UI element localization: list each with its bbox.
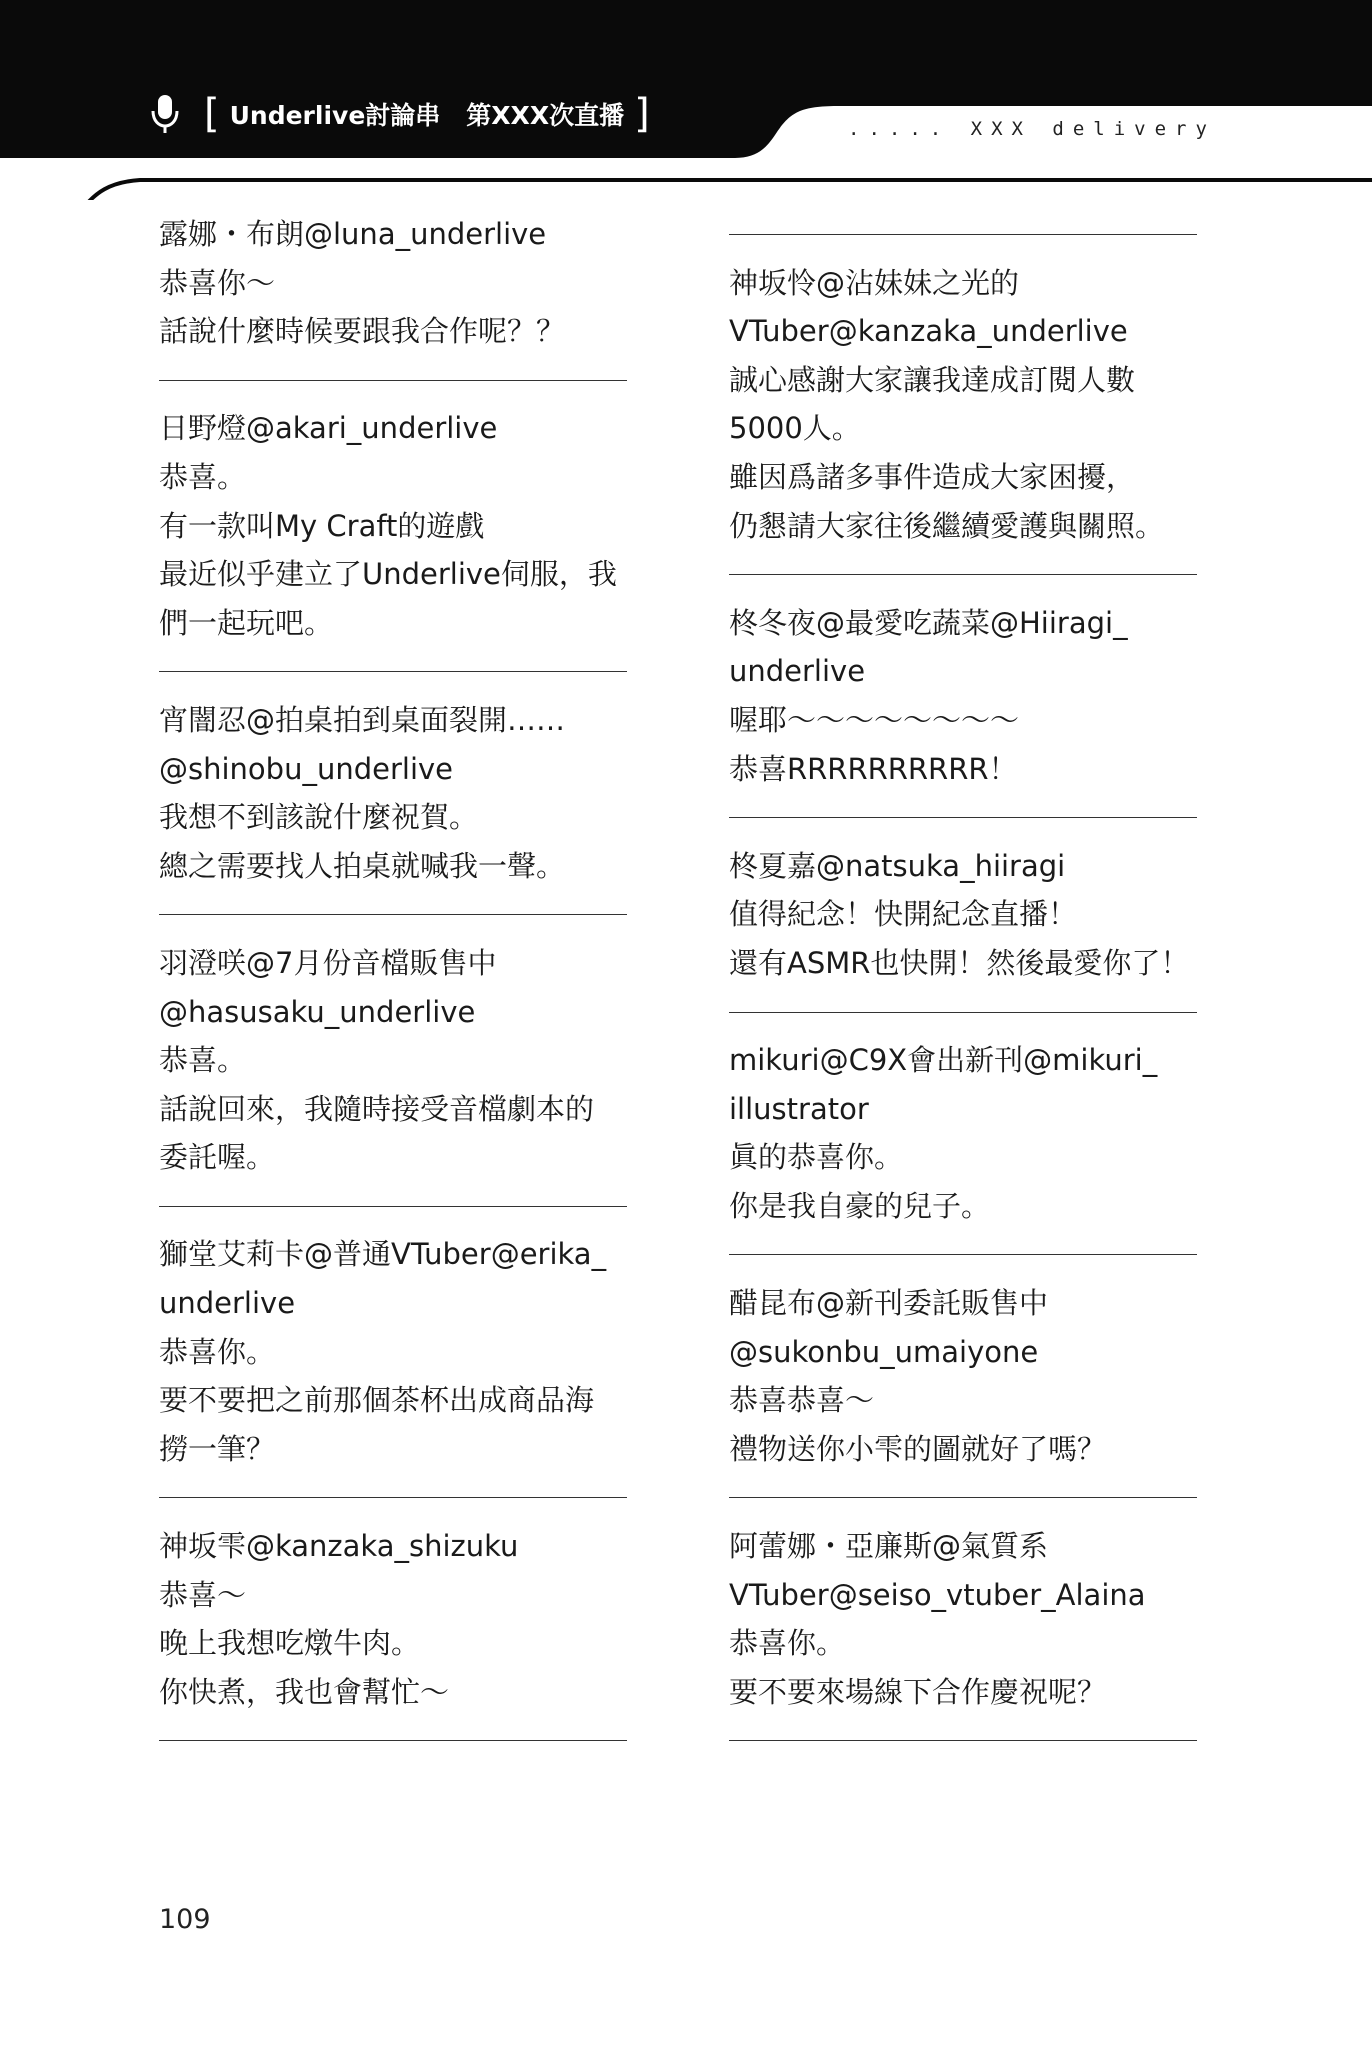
post-separator (729, 1230, 1209, 1279)
comment-post (159, 696, 639, 890)
comment-post (729, 842, 1209, 988)
post-author: 羽澄咲@7月份音檔販售中 (159, 945, 497, 980)
comment-post (159, 404, 639, 647)
post-line: 還有ASMR也快開！然後最愛你了！ (729, 945, 1190, 980)
post-line: 喔耶～～～～～～～～ (729, 702, 1020, 737)
post-line: 有一款叫My Craft的遊戲 (159, 508, 485, 543)
post-author: 神坂怜@沾妹妹之光的 (729, 265, 1020, 300)
post-line: 誠心感謝大家讓我達成訂閱人數 (729, 362, 1136, 397)
post-line: 恭喜。 (159, 1043, 247, 1078)
post-line: 撈一筆？ (159, 1431, 276, 1466)
page-number: 109 (159, 1904, 211, 1935)
header-open-bracket: [ (204, 91, 220, 137)
post-separator (159, 1716, 639, 1765)
post-separator (729, 1716, 1209, 1765)
post-line: VTuber@seiso_vtuber_Alaina (729, 1577, 1146, 1612)
post-line: 5000人。 (729, 411, 861, 446)
header-title-series: Underlive討論串 (229, 101, 441, 130)
post-line: 委託喔。 (159, 1140, 276, 1175)
post-author: 日野燈@akari_underlive (159, 411, 498, 446)
post-line: 恭喜你～ (159, 265, 276, 300)
post-separator (159, 1473, 639, 1522)
post-line: 恭喜～ (159, 1577, 247, 1612)
post-author: 柊冬夜@最愛吃蔬菜@Hiiragi_ (729, 605, 1128, 640)
post-line: 恭喜你。 (729, 1626, 846, 1661)
post-author: 宵闇忍@拍桌拍到桌面裂開…… (159, 702, 566, 737)
post-line: 仍懇請大家往後繼續愛護與關照。 (729, 508, 1165, 543)
post-line: @sukonbu_umaiyone (729, 1334, 1039, 1369)
post-line: 要不要來場線下合作慶祝呢？ (729, 1674, 1107, 1709)
comment-post (729, 1522, 1209, 1716)
post-line: 們一起玩吧。 (159, 605, 334, 640)
post-line: 恭喜恭喜～ (729, 1383, 875, 1418)
post-author: 柊夏嘉@natsuka_hiiragi (729, 848, 1066, 883)
post-separator (159, 890, 639, 939)
post-line: 我想不到該說什麼祝賀。 (159, 800, 479, 835)
comment-post (729, 259, 1209, 551)
post-author: 獅堂艾莉卡@普通VTuber@erika_ (159, 1237, 607, 1272)
post-separator (159, 1182, 639, 1231)
comment-post (729, 1279, 1209, 1473)
post-line: 雖因爲諸多事件造成大家困擾， (729, 459, 1136, 494)
post-author: mikuri@C9X會出新刊@mikuri_ (729, 1043, 1158, 1078)
post-separator (729, 793, 1209, 842)
post-line: 話說回來，我隨時接受音檔劇本的 (159, 1091, 595, 1126)
post-separator (729, 210, 1209, 259)
post-separator (729, 550, 1209, 599)
comment-post (159, 210, 639, 356)
header-curve-line (0, 180, 1372, 200)
post-line: 眞的恭喜你。 (729, 1140, 904, 1175)
post-separator (159, 647, 639, 696)
post-line: @hasusaku_underlive (159, 994, 476, 1029)
post-author: 露娜・布朗@luna_underlive (159, 217, 547, 251)
post-line: underlive (159, 1286, 296, 1321)
post-line: 恭喜RRRRRRRRRR！ (729, 751, 1018, 786)
right-column (729, 210, 1209, 1765)
post-line: VTuber@kanzaka_underlive (729, 314, 1128, 349)
post-line: illustrator (729, 1091, 869, 1126)
header-close-bracket: ] (634, 91, 650, 137)
comment-post (159, 1522, 639, 1716)
post-line: 晚上我想吃燉牛肉。 (159, 1626, 421, 1661)
post-separator (159, 356, 639, 405)
post-author: 阿蕾娜・亞廉斯@氣質系 (729, 1529, 1049, 1564)
header-subtitle: ..... XXX delivery (848, 118, 1216, 140)
post-separator (729, 1473, 1209, 1522)
post-line: 你是我自豪的兒子。 (729, 1188, 991, 1223)
post-line: underlive (729, 654, 866, 689)
post-line: 恭喜。 (159, 459, 247, 494)
post-line: 總之需要找人拍桌就喊我一聲。 (159, 848, 566, 883)
post-line: 最近似乎建立了Underlive伺服，我 (159, 557, 617, 592)
post-line: 恭喜你。 (159, 1334, 276, 1369)
left-column (159, 210, 639, 1765)
post-line: 值得紀念！快開紀念直播！ (729, 897, 1078, 932)
post-line: 你快煮，我也會幫忙～ (159, 1674, 450, 1709)
comment-post (159, 1230, 639, 1473)
post-line: 話說什麼時候要跟我合作呢？？ (159, 314, 566, 349)
post-line: 要不要把之前那個茶杯出成商品海 (159, 1383, 595, 1418)
comment-post (729, 1036, 1209, 1230)
header-title-episode: 第XXX次直播 (466, 101, 625, 130)
post-author: 醋昆布@新刊委託販售中 (729, 1286, 1049, 1321)
header-title (148, 88, 660, 140)
comment-post (729, 599, 1209, 793)
post-line: 禮物送你小雫的圖就好了嗎？ (729, 1431, 1107, 1466)
post-separator (729, 988, 1209, 1037)
post-line: @shinobu_underlive (159, 751, 454, 786)
microphone-icon (148, 93, 182, 135)
comment-post (159, 939, 639, 1182)
post-author: 神坂雫@kanzaka_shizuku (159, 1529, 519, 1564)
